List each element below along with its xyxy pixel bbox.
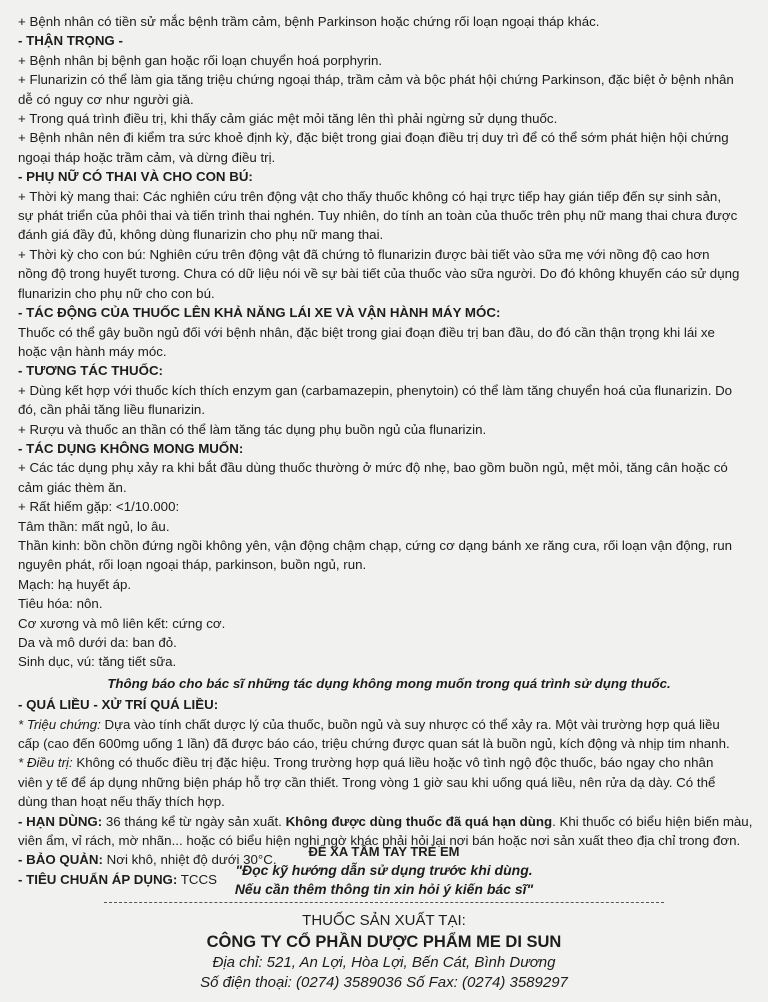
made-at-label: THUỐC SẢN XUẤT TẠI:	[302, 912, 466, 929]
text-line: nguyên phát, rối loạn ngoại tháp, parkinson, buồn ngủ, run.	[18, 557, 367, 573]
text-line	[18, 812, 760, 831]
text-line	[18, 715, 760, 734]
text-line: sự phát triển của phôi thai và tiến trình thai nghén. Tuy nhiên, do tính an toàn của thuốc trên phụ nữ mang thai chưa được	[18, 208, 738, 224]
text-line: Mạch: hạ huyết áp.	[18, 576, 132, 592]
text-line: + Các tác dụng phụ xảy ra khi bắt đầu dùng thuốc thường ở mức độ nhẹ, bao gồm buồn ngủ, mệt mỏi, tăng cân hoặc có	[18, 460, 728, 476]
text-line: viên y tế để áp dụng những biện pháp hỗ trợ cần thiết. Trong vòng 1 giờ sau khi uống quá liều, nên rửa dạ dày. Có thể	[18, 774, 716, 790]
label-tieu-chuan: - TIÊU CHUẨN ÁP DỤNG:	[18, 871, 178, 887]
heading-lai-xe: - TÁC ĐỘNG CỦA THUỐC LÊN KHẢ NĂNG LÁI XE VÀ VẬN HÀNH MÁY MÓC:	[18, 305, 501, 321]
text-line: + Thời kỳ cho con bú: Nghiên cứu trên động vật đã chứng tỏ flunarizin được bài tiết vào sữa mẹ với nồng độ cao hơn	[18, 246, 710, 262]
label-bao-quan: - BẢO QUẢN:	[18, 852, 103, 868]
manufacturer-block	[0, 911, 768, 993]
text-line: cảm giác thèm ăn.	[18, 479, 127, 495]
company-name: CÔNG TY CỔ PHẦN DƯỢC PHẨM ME DI SUN	[206, 933, 562, 951]
text-line: + Bệnh nhân nên đi kiểm tra sức khoẻ định kỳ, đặc biệt trong giai đoạn điều trị duy trì để có thể sớm phát hiện hội chứng	[18, 130, 729, 146]
heading-tuong-tac: - TƯƠNG TÁC THUỐC:	[18, 363, 163, 379]
text-line: Sinh dục, vú: tăng tiết sữa.	[18, 654, 177, 670]
heading-phu-nu-co-thai: - PHỤ NỮ CÓ THAI VÀ CHO CON BÚ:	[18, 169, 253, 185]
text-line: + Dùng kết hợp với thuốc kích thích enzym gan (carbamazepin, phenytoin) có thể làm tăng chuyển hoá của flunarizin. Do	[18, 382, 733, 398]
text-line: dùng than hoạt nếu thấy thích hợp.	[18, 794, 225, 810]
label-han-dung: - HẠN DÙNG:	[18, 813, 103, 829]
text-line: + Thời kỳ mang thai: Các nghiên cứu trên động vật cho thấy thuốc không có hại trực tiếp hay gián tiếp đến sự sinh sản,	[18, 188, 722, 204]
text-line: Thuốc có thể gây buồn ngủ đối với bệnh nhân, đặc biệt trong giai đoạn điều trị ban đầu, do đó cần thận trọng khi lái xe	[18, 324, 715, 340]
text-span: Dựa vào tính chất dược lý của thuốc, buồn ngủ và suy nhược có thể xảy ra. Một vài trường hợp quá liều	[100, 716, 720, 732]
text-line: dễ có nguy cơ như người già.	[18, 91, 194, 107]
text-line: hoặc vận hành máy móc.	[18, 343, 167, 359]
keep-away-title: ĐỂ XA TẦM TAY TRẺ EM	[308, 844, 460, 859]
text-line: đó, cần phải tăng liều flunarizin.	[18, 402, 206, 418]
company-phone: Số điện thoại: (0274) 3589036 Số Fax: (0274) 3589297	[200, 974, 568, 991]
text-line	[18, 753, 760, 772]
text-span: . Khi thuốc có biểu hiện biến màu,	[552, 813, 753, 829]
label-dieu-tri: * Điều trị:	[18, 755, 73, 771]
text-line: nồng độ trong huyết tương. Chưa có dữ liệu nói về sự bài tiết của thuốc vào sữa người. Do đó không khuyến cáo sử dụng	[18, 266, 740, 282]
leaflet-body	[18, 12, 760, 889]
label-trieu-chung: * Triệu chứng:	[18, 716, 101, 732]
read-guide-line: "Đọc kỹ hướng dẫn sử dụng trước khi dùng.	[235, 862, 533, 878]
text-line: viên ẩm, vỉ rách, mờ nhãn... hoặc có biểu hiện nghi ngờ khác phải hỏi lại nơi bán hoặc nơi sản xuất theo địa chỉ trong đơn.	[18, 833, 741, 849]
text-span: 36 tháng kể từ ngày sản xuất.	[102, 813, 286, 829]
text-line: + Trong quá trình điều trị, khi thấy cảm giác mệt mỏi tăng lên thì phải ngừng sử dụng thuốc.	[18, 111, 558, 127]
keep-away-block	[0, 842, 768, 899]
heading-qua-lieu: - QUÁ LIỀU - XỬ TRÍ QUÁ LIỀU:	[18, 697, 219, 713]
text-line: cấp (cao đến 600mg uống 1 lần) đã được báo cáo, triệu chứng được quan sát là buồn ngủ, kích động và nhịp tim nhanh.	[18, 736, 730, 752]
text-line: đánh giá đầy đủ, không dùng flunarizin cho phụ nữ mang thai.	[18, 227, 384, 243]
text-line: Cơ xương và mô liên kết: cứng cơ.	[18, 615, 226, 631]
expiry-warning: Không được dùng thuốc đã quá hạn dùng	[285, 813, 553, 829]
heading-than-trong: - THẬN TRỌNG -	[18, 33, 123, 49]
doctor-notice: Thông báo cho bác sĩ những tác dụng không mong muốn trong quá trình sử dụng thuốc.	[107, 675, 671, 691]
text-span: TCCS	[177, 871, 217, 887]
company-address: Địa chỉ: 521, An Lợi, Hòa Lợi, Bến Cát, Bình Dương	[212, 954, 556, 971]
text-line: flunarizin cho phụ nữ cho con bú.	[18, 285, 215, 301]
ask-doctor-line: Nếu cần thêm thông tin xin hỏi ý kiến bác sĩ"	[234, 881, 534, 897]
text-line: Da và mô dưới da: ban đỏ.	[18, 635, 177, 650]
text-span: Nơi khô, nhiệt độ dưới 30°C.	[102, 852, 277, 868]
text-line: + Bệnh nhân có tiền sử mắc bệnh trầm cảm, bệnh Parkinson hoặc chứng rối loạn ngoại tháp khác.	[18, 14, 600, 29]
text-line: Tâm thần: mất ngủ, lo âu.	[18, 518, 170, 534]
text-line: + Rượu và thuốc an thần có thể làm tăng tác dụng phụ buồn ngủ của flunarizin.	[18, 421, 487, 437]
text-span: Không có thuốc điều trị đặc hiệu. Trong trường hợp quá liều hoặc vô tình ngộ độc thuốc, báo ngay cho nhân	[72, 755, 714, 771]
text-line: + Rất hiếm gặp: <1/10.000:	[18, 499, 180, 515]
divider	[104, 902, 664, 903]
text-line: ngoại tháp hoặc trầm cảm, và dừng điều trị.	[18, 149, 276, 165]
text-line: Tiêu hóa: nôn.	[18, 596, 103, 612]
text-line: + Flunarizin có thể làm gia tăng triệu chứng ngoại tháp, trầm cảm và bộc phát hội chứng Parkinson, đặc biệt ở bệnh nhân	[18, 72, 734, 88]
text-line: Thần kinh: bồn chồn đứng ngồi không yên, vận động chậm chạp, cứng cơ dạng bánh xe răng cưa, rối loạn vận động, run	[18, 537, 733, 553]
heading-tac-dung-khong-mong-muon: - TÁC DỤNG KHÔNG MONG MUỐN:	[18, 440, 244, 456]
text-line: + Bệnh nhân bị bệnh gan hoặc rối loạn chuyển hoá porphyrin.	[18, 52, 383, 68]
